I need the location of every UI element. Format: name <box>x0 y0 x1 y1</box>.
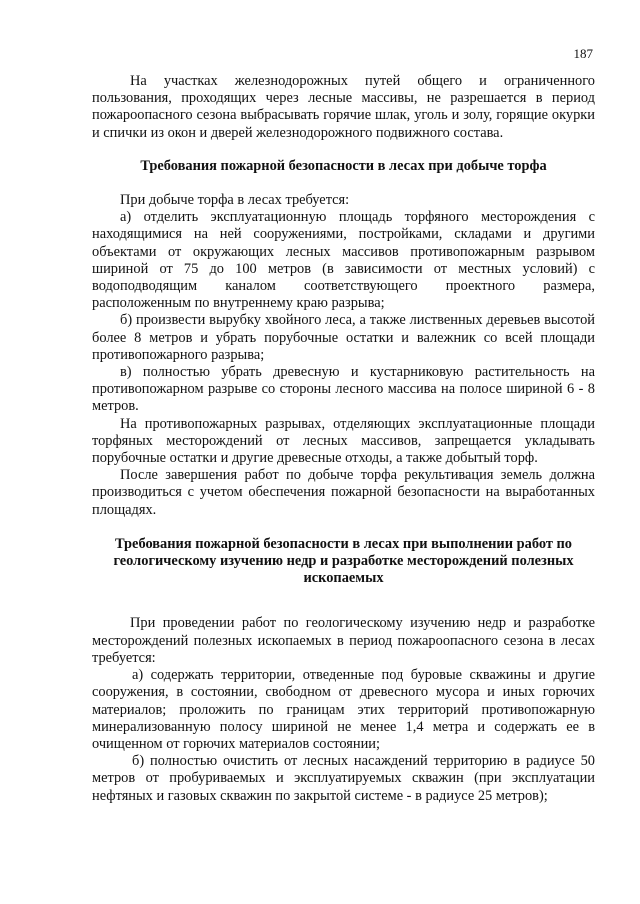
peat-recultivation-paragraph: После завершения работ по добыче торфа рекультивация земель должна производиться с учетом обеспечения пожарной безопасности на выработанных площадях. <box>92 467 595 518</box>
railway-paragraph: На участках железнодорожных путей общего и ограниченного пользования, проходящих через лесные массивы, не разрешается в период пожароопасного сезона выбрасывать горячие шлак, уголь и золу, горящие окурки и спички из окон и дверей железнодорожного подвижного состава. <box>92 73 595 141</box>
peat-gaps-paragraph: На противопожарных разрывах, отделяющих эксплуатационные площади торфяных месторождений от лесных массивов, запрещается укладывать порубочные остатки и другие древесные отходы, а также добытый торф. <box>92 415 595 467</box>
peat-item-c: в) полностью убрать древесную и кустарниковую растительность на противопожарном разрыве со стороны лесного массива на полосе шириной 6 - 8 метров. <box>92 364 595 415</box>
page-content <box>92 73 595 805</box>
section-heading-peat: Требования пожарной безопасности в лесах при добыче торфа <box>140 157 547 174</box>
peat-item-b: б) произвести вырубку хвойного леса, а также лиственных деревьев высотой более 8 метров и убрать порубочные остатки и валежник со всей площади противопожарного разрыва; <box>92 312 595 363</box>
peat-intro: При добыче торфа в лесах требуется: <box>120 192 350 209</box>
page-number: 187 <box>573 46 593 61</box>
section-heading-geology: Требования пожарной безопасности в лесах при выполнении работ по геологическому изучению недр и разработке месторождений полезных ископаемых <box>113 535 574 587</box>
peat-item-a: а) отделить эксплуатационную площадь торфяного месторождения с находящимися на ней сооружениями, постройками, складами и другими объектами от окружающих лесных массивов противопожарным разрывом шириной от 75 до 100 метров (в зависимости от местных условий) с водоподводящим каналом соответствующего проектного размера, расположенным по внутреннему краю разрыва; <box>92 209 595 312</box>
geology-item-a: а) содержать территории, отведенные под буровые скважины и другие сооружения, в состоянии, свободном от древесного мусора и иных горючих материалов; проложить по границам этих территорий противопожарную минерализованную полосу шириной не менее 1,4 метра и содержать ее в очищенном от горючих материалов состоянии; <box>92 667 595 752</box>
geology-item-b: б) полностью очистить от лесных насаждений территорию в радиусе 50 метров от пробуриваемых и эксплуатируемых скважин (при эксплуатации нефтяных и газовых скважин по закрытой системе - в радиусе 25 метров); <box>92 753 595 804</box>
geology-intro: При проведении работ по геологическому изучению недр и разработке месторождений полезных ископаемых в период пожароопасного сезона в лесах требуется: <box>92 615 595 666</box>
